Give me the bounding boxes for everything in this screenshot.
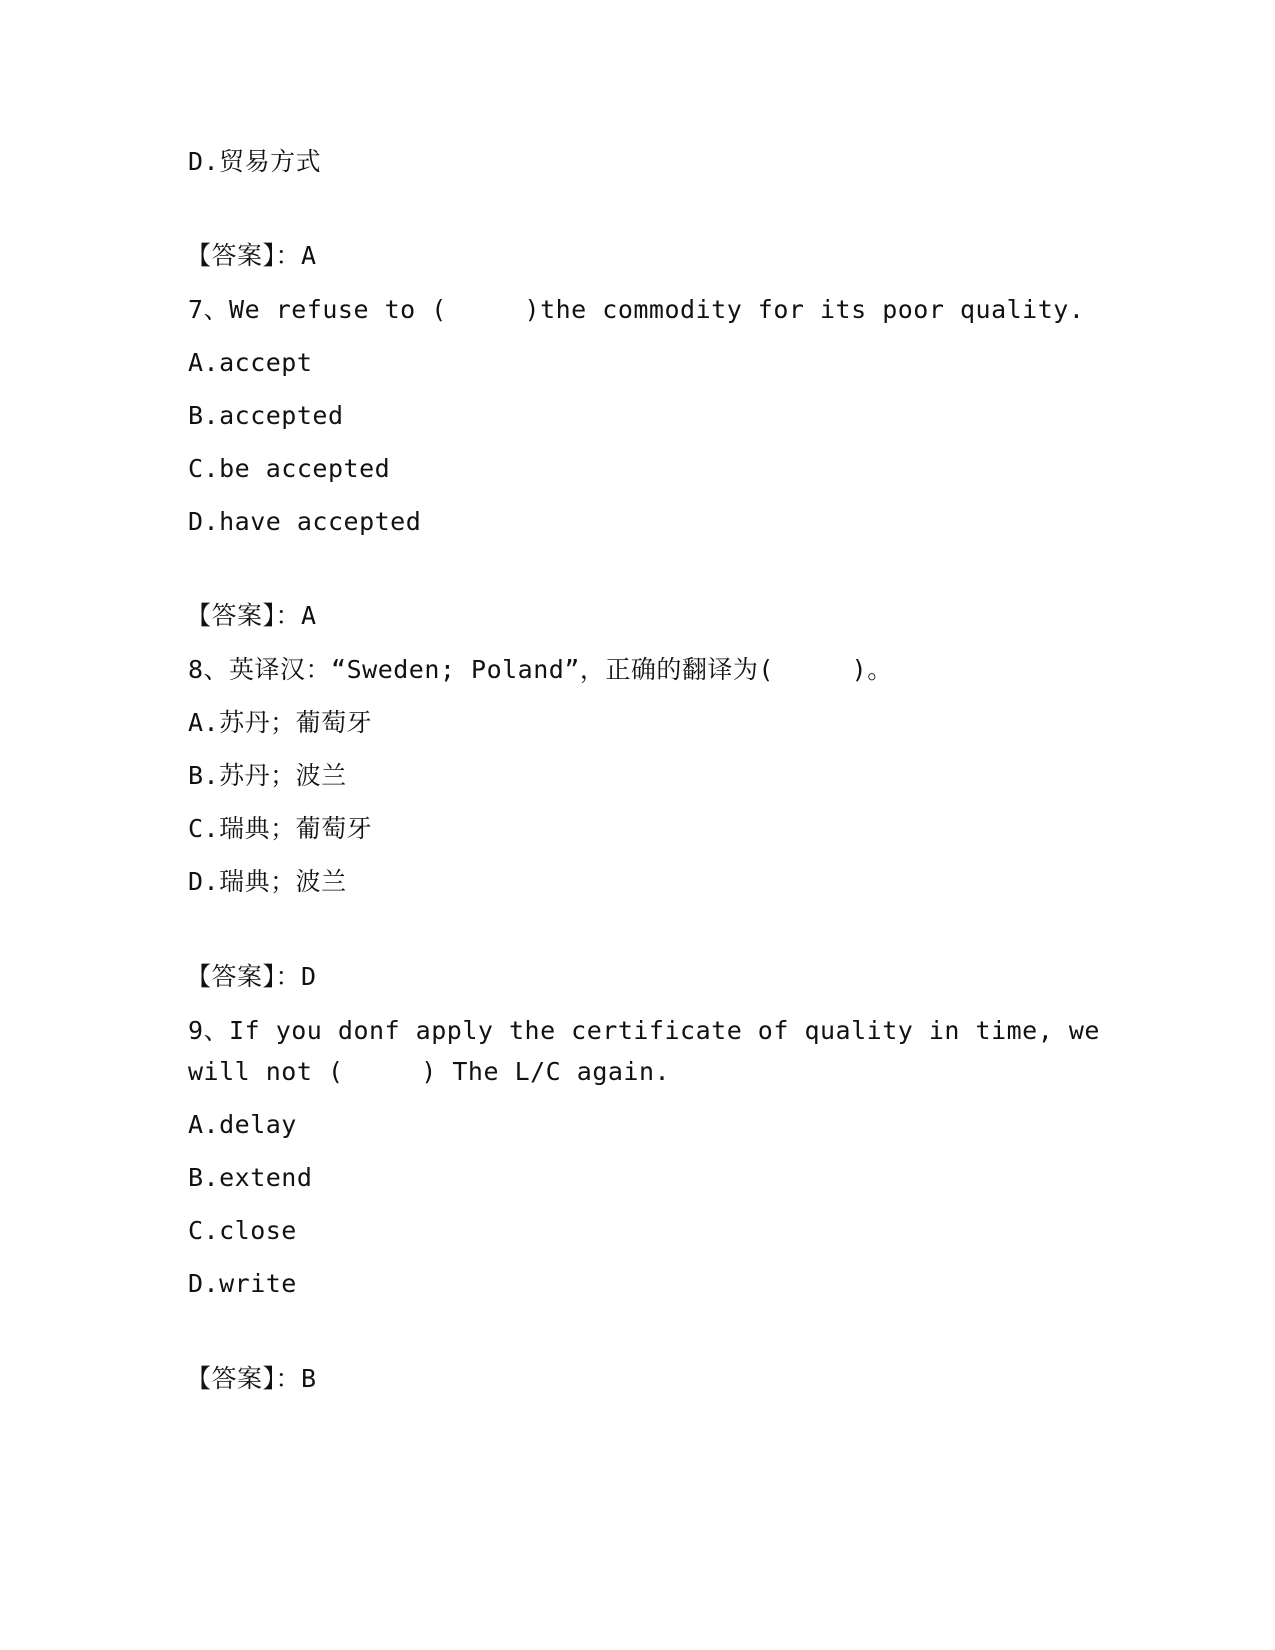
question-8-option-b: B.苏丹；波兰 (188, 761, 347, 790)
question-9-option-d: D.write (188, 1269, 297, 1298)
question-9-option-b: B.extend (188, 1163, 313, 1192)
question-9-stem-line-2: will not ( ) The L/C again. (188, 1057, 671, 1086)
question-8-option-a: A.苏丹；葡萄牙 (188, 708, 373, 737)
question-8-option-d: D.瑞典；波兰 (188, 867, 347, 896)
question-8-answer: 【答案】：D (186, 962, 317, 991)
question-9-option-a: A.delay (188, 1110, 297, 1139)
question-7-answer: 【答案】：A (186, 601, 317, 630)
prev-question-option-d: D.贸易方式 (188, 147, 322, 176)
question-8-option-c: C.瑞典；葡萄牙 (188, 814, 373, 843)
question-7-option-c: C.be accepted (188, 454, 391, 483)
question-9-stem-line-1: 9、If you donf apply the certificate of quality in time, we (188, 1016, 1100, 1045)
question-8-stem: 8、英译汉：“Sweden; Poland”，正确的翻译为( )。 (188, 655, 893, 684)
prev-question-answer: 【答案】：A (186, 241, 317, 270)
question-7-stem: 7、We refuse to ( )the commodity for its poor quality. (188, 295, 1085, 324)
question-9-option-c: C.close (188, 1216, 297, 1245)
question-7-option-b: B.accepted (188, 401, 344, 430)
question-9-answer: 【答案】：B (186, 1364, 317, 1393)
question-7-option-d: D.have accepted (188, 507, 422, 536)
question-7-option-a: A.accept (188, 348, 313, 377)
